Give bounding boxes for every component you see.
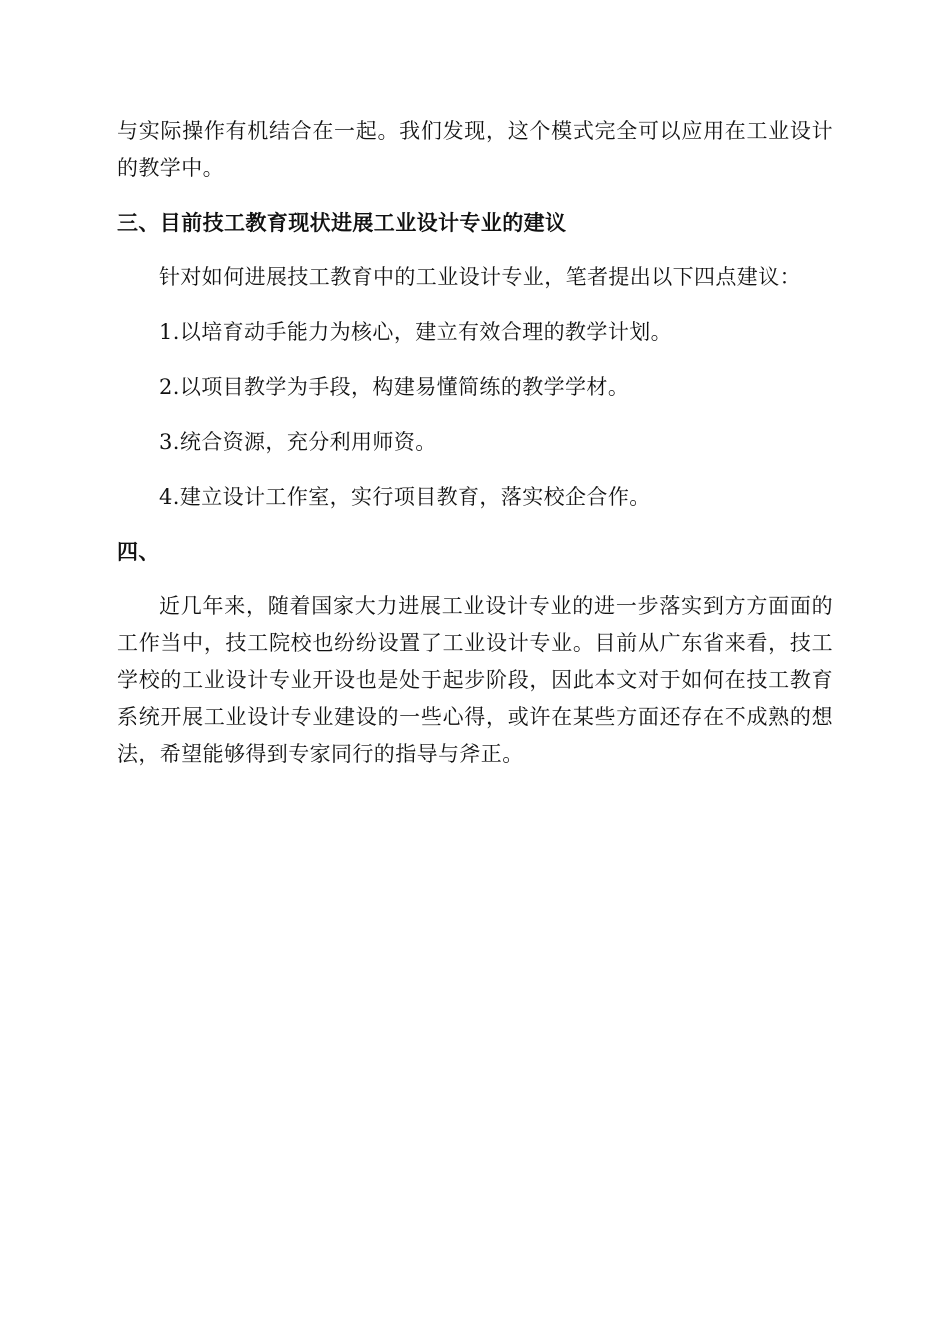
suggestion-item-4: 4.建立设计工作室，实行项目教育，落实校企合作。: [159, 485, 651, 509]
suggestion-item-3: 3.统合资源，充分利用师资。: [159, 430, 437, 454]
suggestion-item-2: 2.以项目教学为手段，构建易懂简练的教学学材。: [159, 375, 630, 399]
section-4-heading: 四、: [117, 539, 160, 564]
section-3-heading: 三、目前技工教育现状进展工业设计专业的建议: [117, 210, 567, 235]
section-4-paragraph: 近几年来，随着国家大力进展工业设计专业的进一步落实到方方面面的工作当中，技工院校也纷纷设置了工业设计专业。目前从广东省来看，技工学校的工业设计专业开设也是处于起步阶段，因此本文对于如何在技工教育系统开展工业设计专业建设的一些心得，或许在某些方面还存在不成熟的想法，希望能够得到专家同行的指导与斧正。: [117, 594, 833, 766]
section-3-intro: 针对如何进展技工教育中的工业设计专业，笔者提出以下四点建议：: [159, 265, 801, 289]
document-body: [117, 113, 833, 773]
continued-paragraph: 与实际操作有机结合在一起。我们发现，这个模式完全可以应用在工业设计的教学中。: [117, 119, 833, 180]
suggestion-item-1: 1.以培育动手能力为核心，建立有效合理的教学计划。: [159, 320, 673, 344]
